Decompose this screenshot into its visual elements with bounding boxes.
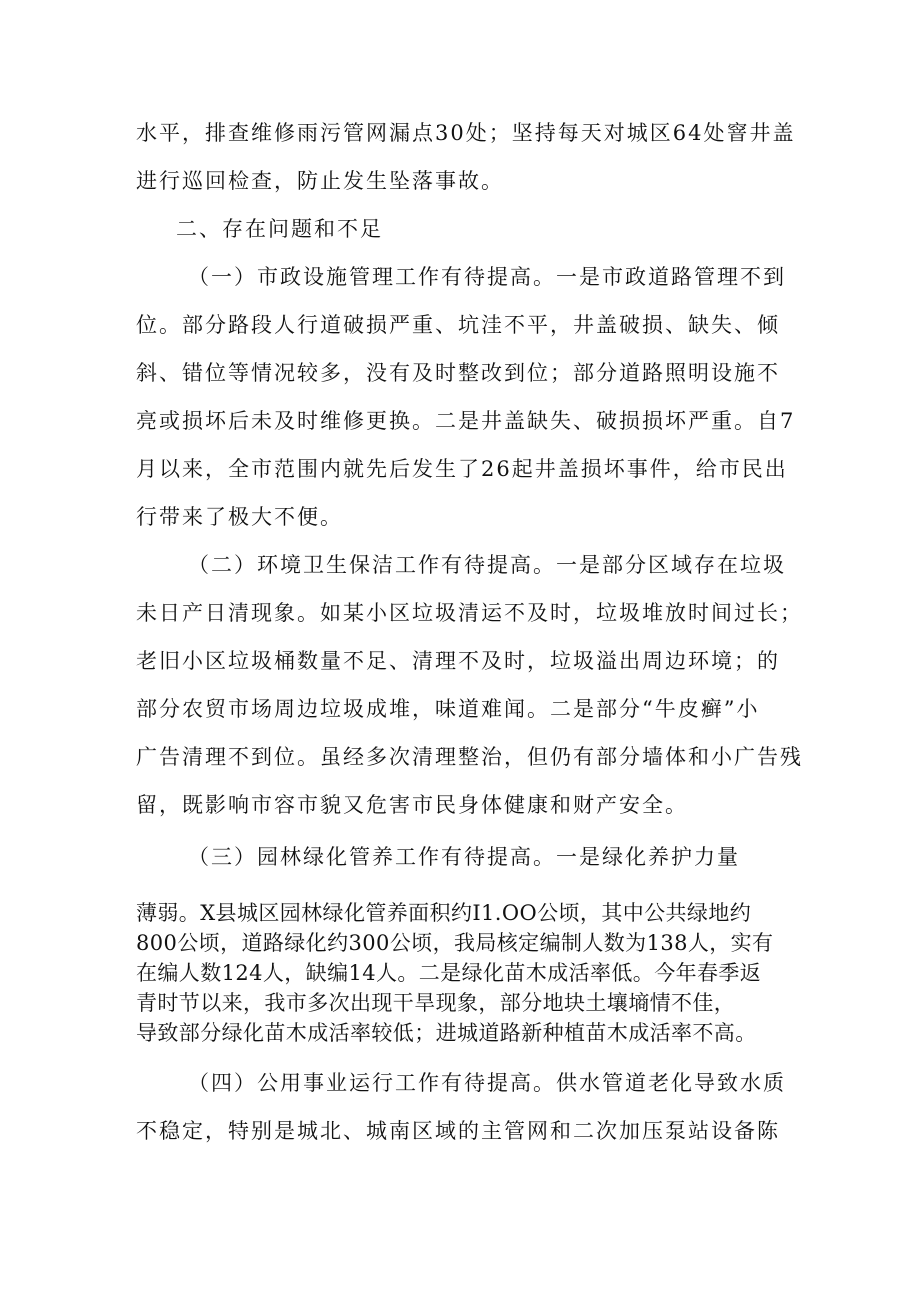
- paragraph-line: 800公顷，道路绿化约300公顷，我局核定编制人数为138人，实有: [136, 931, 774, 955]
- paragraph-line: 部分农贸市场周边垃圾成堆，味道难闻。二是部分“牛皮癣”小: [136, 697, 760, 721]
- paragraph-line: 广告清理不到位。虽经多次清理整治，但仍有部分墙体和小广告残: [136, 745, 803, 769]
- paragraph-line: 老旧小区垃圾桶数量不足、清理不及时，垃圾溢出周边环境；的: [136, 649, 780, 673]
- paragraph-line: 斜、错位等情况较多，没有及时整改到位；部分道路照明设施不: [136, 361, 780, 385]
- paragraph-line: 进行巡回检查，防止发生坠落事故。: [136, 169, 504, 193]
- paragraph-line: 导致部分绿化苗木成活率较低；进城道路新种植苗木成活率不高。: [136, 1021, 757, 1045]
- paragraph-line: （二）环境卫生保洁工作有待提高。一是部分区域存在垃圾: [188, 553, 786, 577]
- paragraph-line: （三）园林绿化管养工作有待提高。一是绿化养护力量: [188, 845, 740, 869]
- section-heading: 二、存在问题和不足: [176, 217, 383, 241]
- paragraph-line: 行带来了极大不便。: [136, 505, 343, 529]
- paragraph-line: 青时节以来，我市多次出现干旱现象，部分地块土壤墒情不佳，: [136, 991, 736, 1015]
- paragraph-line: 不稳定，特别是城北、城南区域的主管网和二次加压泵站设备陈: [136, 1119, 780, 1143]
- paragraph-line: 留，既影响市容市貌又危害市民身体健康和财产安全。: [136, 793, 688, 817]
- paragraph-line: 未日产日清现象。如某小区垃圾清运不及时，垃圾堆放时间过长；: [136, 601, 803, 625]
- paragraph-line: 水平，排查维修雨污管网漏点30处；坚持每天对城区64处窨井盖: [136, 121, 796, 145]
- paragraph-line: 亮或损坏后未及时维修更换。二是井盖缺失、破损损坏严重。自7: [136, 409, 796, 433]
- paragraph-line: 薄弱。X县城区园林绿化管养面积约I1.OO公顷，其中公共绿地约: [136, 901, 752, 925]
- paragraph-line: （一）市政设施管理工作有待提高。一是市政道路管理不到: [188, 265, 786, 289]
- paragraph-line: 月以来，全市范围内就先后发生了26起井盖损坏事件，给市民出: [136, 457, 788, 481]
- paragraph-line: （四）公用事业运行工作有待提高。供水管道老化导致水质: [188, 1071, 786, 1095]
- paragraph-line: 在编人数124人，缺编14人。二是绿化苗木成活率低。今年春季返: [136, 961, 762, 985]
- paragraph-line: 位。部分路段人行道破损严重、坑洼不平，井盖破损、缺失、倾: [136, 313, 780, 337]
